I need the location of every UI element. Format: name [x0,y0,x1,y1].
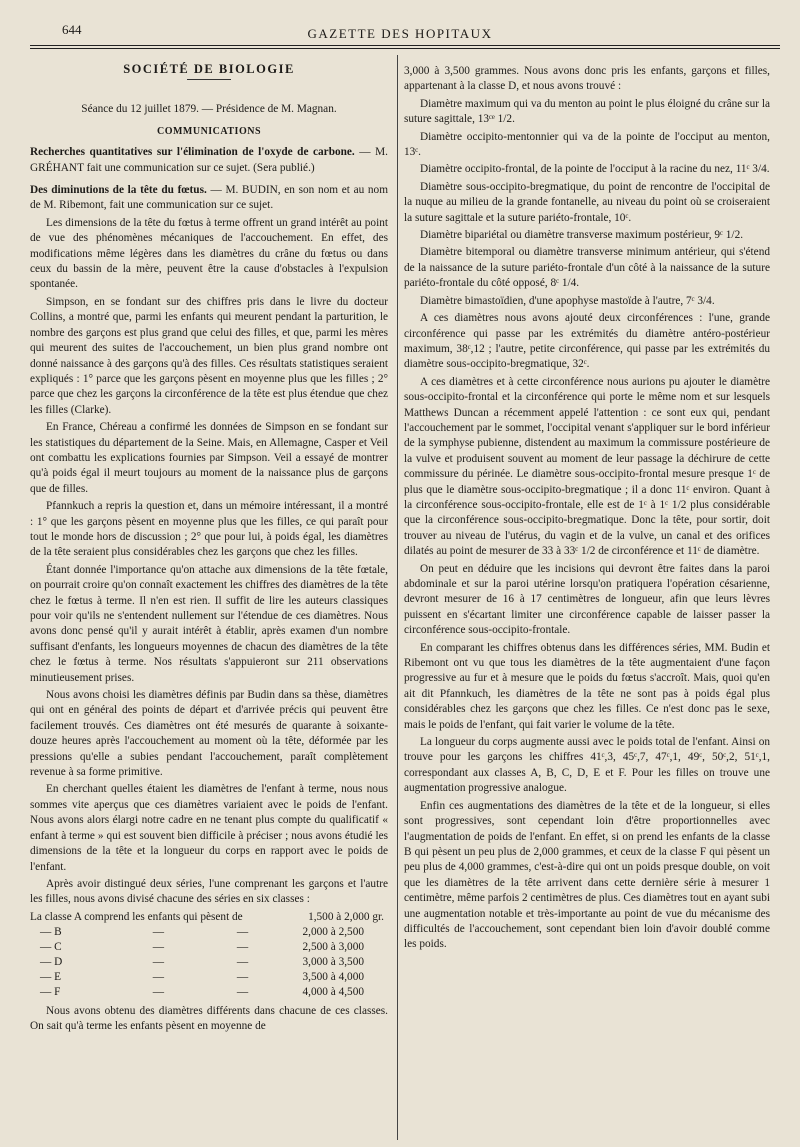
item-1-title: Recherches quantitatives sur l'élimination de l'oxyde de carbone. [30,146,355,159]
header-rule-double [30,48,780,49]
paragraph: 3,000 à 3,500 grammes. Nous avons donc pris les enfants, garçons et filles, appartenant à la classe D, et nous avons trouvé : [404,65,770,93]
header-rule [30,45,780,46]
right-column [404,64,770,955]
table-row [30,940,388,955]
class-range: 3,000 à 3,500 [302,955,364,968]
ditto-mark: — [152,925,165,938]
paragraph: Diamètre sous-occipito-bregmatique, du point de rencontre de l'occipital de la nuque au milieu de la grande fontanelle, au niveau du point où se croiseraient la suture sagittale et la suture pariéto-frontale, 10ᶜ. [404,180,770,224]
table-row [30,985,388,1000]
class-range: 2,000 à 2,500 [302,925,364,938]
item-2-text: — M. BUDIN, en son nom et au nom de M. Ribemont, fait une communication sur ce sujet. [30,184,388,212]
ditto-mark: — [152,985,165,998]
item-2 [30,183,388,214]
class-range: 2,500 à 3,000 [302,940,364,953]
table-row [30,955,388,970]
page-number: 644 [62,22,82,37]
paragraph: Nous avons choisi les diamètres définis par Budin dans sa thèse, diamètres qui ont en général des points de départ et d'arrivée précis qui peuvent être facilement trouvés. Ces diamètres ont été mesurés de quarante à soixante-douze heures après l'accouchement au moment où la tête, déformée par les pressions qu'elle a subies pendant l'accouchement, paraît complètement revenue à sa forme primitive. [30,689,388,779]
ditto-mark: — [152,970,165,983]
left-column [30,58,388,1037]
paragraph: Enfin ces augmentations des diamètres de la tête et de la longueur, si elles sont progressives, sont cependant loin d'être proportionnelles avec l'augmentation de poids de l'enfant. En effet, si on prend les enfants de la classe B qui pèsent un peu plus de 2,000 grammes, et ceux de la classe F qui pèsent un peu plus de 4,000 grammes, c'est-à-dire qui ont un poids presque double, on voit que les diamètres de la tête arrivent dans cette dernière série à mesurer 1 centimètre, même parfois 2 centimètres de plus. Ces diamètres tout en ayant subi une augmentation notable et très-importante au point de vue du mécanisme des difficultés de l'accouchement, sont cependant bien loin d'avoir doublé comme les poids. [404,799,770,951]
paragraph: Nous avons obtenu des diamètres différents dans chacune de ces classes. On sait qu'à terme les enfants pèsent en moyenne de [30,1004,388,1033]
paragraph: A ces diamètres nous avons ajouté deux circonférences : l'une, grande circonférence qui passe par les extrémités du diamètre antéro-postérieur maximum, 38ᶜ,12 ; l'autre, petite circonférence, qui passe par les extrémités du diamètre sous-occipito-bregmatique, 32ᶜ. [404,312,770,371]
paragraph: En comparant les chiffres obtenus dans les différences séries, MM. Budin et Ribemont ont vu que tous les diamètres de la tête augmentaient d'une façon progressive au fur et à mesure que le poids du fœtus s'accroît. Mais, quoi qu'en ait dit Pfannkuch, les diamètres de la tête ne sont pas à poids égal plus considérables chez les garçons que chez les filles. Ce n'est donc pas le sexe, mais le poids de l'enfant, qui fait varier le volume de la tête. [404,641,770,731]
ditto-mark: — [152,955,165,968]
session-line: Séance du 12 juillet 1879. — Présidence de M. Magnan. [81,103,337,116]
class-label: — B [40,925,62,938]
class-label: — F [40,985,61,998]
paragraph: Diamètre occipito-mentonnier qui va de la pointe de l'occiput au menton, 13ᶜ. [404,130,770,159]
item-2-title: Des diminutions de la tête du fœtus. [30,184,207,197]
paragraph: Pfannkuch a repris la question et, dans un mémoire intéressant, il a montré : 1° que les garçons pèsent en moyenne plus que les filles, ce qui paraît pour tout le monde hors de discussion ; 2° que pour lui, à poids égal, les diamètres de la tête seraient plus considérables chez les garçons que chez les filles. [30,500,388,559]
running-head-title: GAZETTE DES HOPITAUX [307,26,493,41]
table-row [30,910,388,925]
ditto-mark: — [236,970,249,983]
ditto-mark: — [236,985,249,998]
column-divider [397,55,398,1140]
class-range: 1,500 à 2,000 gr. [308,910,384,923]
paragraph: On peut en déduire que les incisions qui devront être faites dans la paroi abdominale et sur la paroi utérine lorsqu'on pratiquera l'opération césarienne, devront mesurer de 16 à 17 centimètres de longueur, afin que leurs lèvres puissent en s'écartant limiter une circonférence capable de laisser passer la circonférence sous-occipito-frontale. [404,562,770,637]
paragraph: Diamètre maximum qui va du menton au point le plus éloigné du crâne sur la suture sagittale, 13ᶜᵉ 1/2. [404,97,770,126]
ditto-mark: — [236,955,249,968]
section-rule [187,79,231,80]
paragraph: En cherchant quelles étaient les diamètres de l'enfant à terme, nous nous sommes vite aperçus que ces diamètres variaient avec le poids de l'enfant. Nous avons alors élargi notre cadre en ne tenant plus compte du qualificatif « enfant à terme » qui est souvent bien difficile à préciser ; nous avons étudié les dimensions de la tête et la longueur du corps en rapport avec le poids de l'enfant. [30,783,388,873]
item-1-text: — M. GRÉHANT fait une communication sur ce sujet. (Sera publié.) [30,146,388,174]
paragraph: Étant donnée l'importance qu'on attache aux dimensions de la tête fœtale, on pourrait croire qu'on connaît exactement les chiffres des diamètres de la tête chez le fœtus à terme. Il n'en est rien. Il suffit de lire les auteurs classiques pour voir qu'ils ne s'entendent nullement sur l'étendue de ces diamètres. Nous avons donc pensé qu'il y aurait intérêt à établir, après examen d'un nombre suffisant d'enfants, les longueurs moyennes de chacun des diamètres de la tête chez le fœtus à terme. Nos résultats s'appuieront sur 211 observations minutieusement prises. [30,563,388,684]
paragraph: Les dimensions de la tête du fœtus à terme offrent un grand intérêt au point de vue des phénomènes mécaniques de l'accouchement. En effet, des modifications même légères dans les diamètres du crâne du fœtus ou dans ceux du bassin de la mère, peuvent être la cause d'obstacles à l'expulsion spontanée. [30,216,388,291]
paragraph: Après avoir distingué deux séries, l'une comprenant les garçons et l'autre les filles, nous avons divisé chacune des séries en six classes : [30,877,388,906]
communications-heading: COMMUNICATIONS [156,125,262,137]
paragraph: La longueur du corps augmente aussi avec le poids total de l'enfant. Ainsi on trouve pour les garçons les chiffres 41ᶜ,3, 45ᶜ,7, 47ᶜ,1, 49ᶜ, 50ᶜ,2, 51ᶜ,1, correspondant aux classes A, B, C, D, E et F. Pour les filles on trouve une augmentation progressive analogue. [404,736,770,795]
paragraph: Simpson, en se fondant sur des chiffres pris dans le livre du docteur Collins, a montré que, parmi les enfants qui meurent pendant la parturition, le nombre des garçons est plus grand que celui des filles, et que, parmi les mères qui meurent des suites de l'accouchement, un bien plus grand nombre ont donné naissance à des garçons qu'à des filles. Ces résultats statistiques seraient expliqués : 1° parce que les garçons pèsent en moyenne plus que les filles ; 2° parce que chez les garçons la circonférence de la tête est plus étendue que chez les filles (Clarke). [30,295,388,416]
paragraph: Diamètre occipito-frontal, de la pointe de l'occiput à la racine du nez, 11ᶜ 3/4. [420,163,770,176]
class-label: — D [40,955,63,968]
table-row [30,970,388,985]
table-row [30,925,388,940]
society-heading: SOCIÉTÉ DE BIOLOGIE [123,62,295,76]
item-1 [30,145,388,176]
ditto-mark: — [236,940,249,953]
class-range: 3,500 à 4,000 [302,970,364,983]
class-range: 4,000 à 4,500 [302,985,364,998]
ditto-mark: — [152,940,165,953]
paragraph: Diamètre bimastoïdien, d'une apophyse mastoïde à l'autre, 7ᶜ 3/4. [420,294,715,307]
paragraph: A ces diamètres et à cette circonférence nous aurions pu ajouter le diamètre sous-occipito-frontal et la circonférence qui porte le même nom et sur lesquels Matthews Duncan a récemment appelé l'attention : ce sont eux qui, pendant l'accouchement par le sommet, l'occipital venant s'appliquer sur le bord inférieur de la symphyse pubienne, distendent au maximum la commissure postérieure de la vulve et produisent souvent au moment de leur passage la déchirure de cette commissure du périnée. Le diamètre sous-occipito-frontal mesure presque 1ᶜ de plus que le diamètre sous-occipito-bregmatique ; il a donc 11ᶜ environ. Quant à la circonférence sous-occipito-frontale, elle est de 1ᶜ à 1ᶜ 1/2 plus considérable que la circonférence sous-occipito-bregmatique. Donc la tête, pour sortir, doit trouver au niveau de l'utérus, du vagin et de la vulve, un canal et des orifices dilatés au point de mesurer de 33 à 33ᶜ 1/2 de circonférence et 11ᶜ de diamètre. [404,375,770,558]
ditto-mark: — [236,925,249,938]
class-label: — E [40,970,62,983]
paragraph: En France, Chéreau a confirmé les données de Simpson en se fondant sur les statistiques du département de la Seine. Mais, en Allemagne, Casper et Veil ont combattu les explications fournies par Simpson. Veil a essayé de montrer qu'à poids égal il meurt toujours au moment de la naissance plus de garçons que de filles. [30,421,388,495]
paragraph: Diamètre bitemporal ou diamètre transverse minimum antérieur, qui s'étend de la naissance de la suture pariéto-frontale d'un côté à la naissance de la suture pariéto-frontale du côté opposé, 8ᶜ 1/4. [404,246,770,290]
paragraph: Diamètre bipariétal ou diamètre transverse maximum postérieur, 9ᶜ 1/2. [420,229,744,242]
weight-classes-table [30,910,388,1000]
class-label: — C [40,940,62,953]
class-label: La classe A comprend les enfants qui pèsent de [30,910,243,923]
